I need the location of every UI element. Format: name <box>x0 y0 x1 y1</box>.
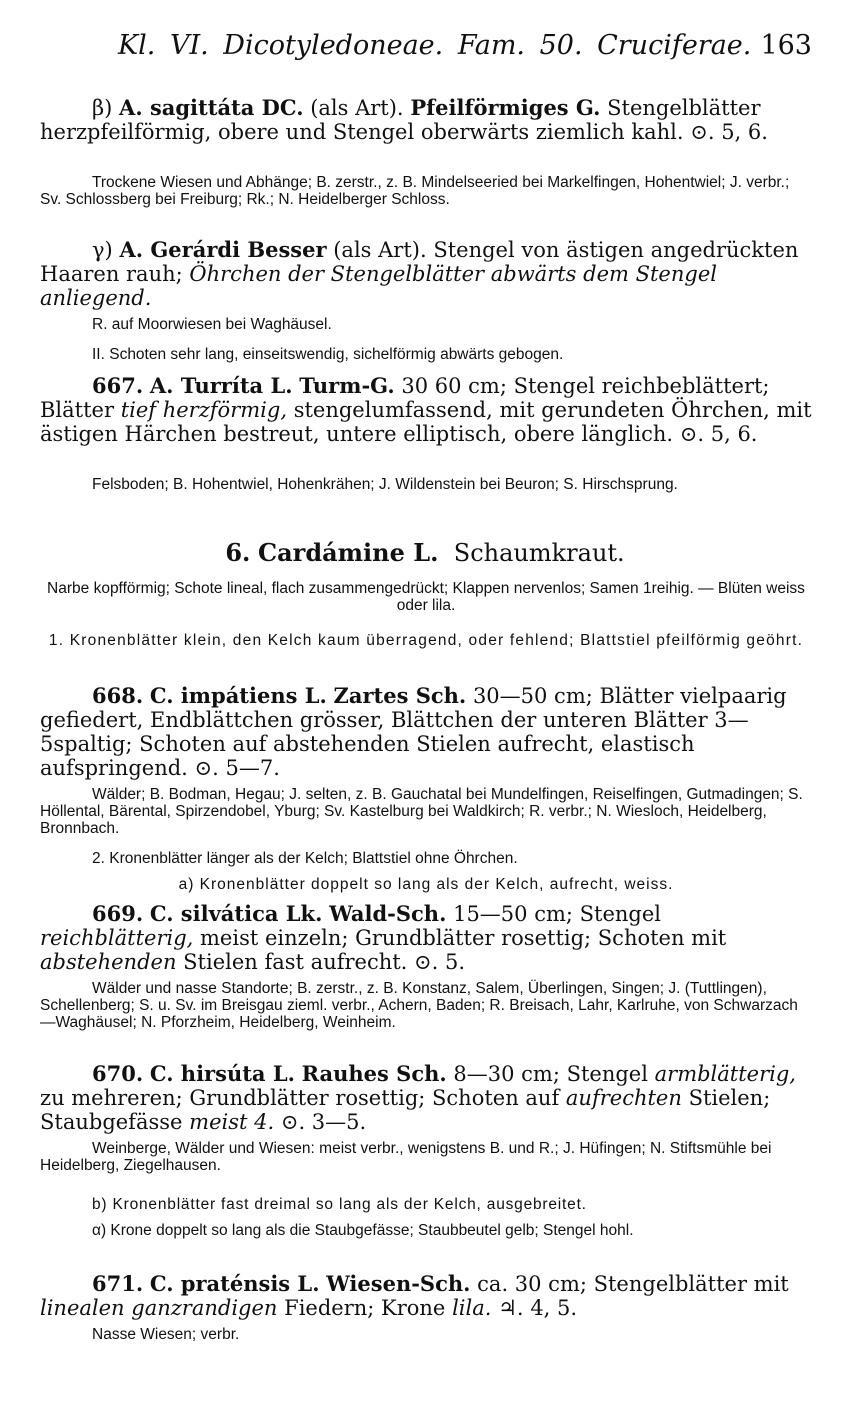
life-form-symbol: ♃. <box>498 1296 524 1320</box>
life-form-symbol: ⊙ <box>690 120 708 144</box>
common-name: Turm-G. <box>299 373 395 398</box>
genus-common-name: Schaumkraut. <box>453 539 625 567</box>
life-form-symbol: ⊙ <box>194 756 213 780</box>
habitat-669: Wälder und nasse Standorte; B. zerstr., z. B. Konstanz, Salem, Überlingen, Singen; J. (Tuttlingen), Schellenberg; S. u. Sv. im Breisgau zieml. verbr., Achern, Baden; R. Breisach, Lahr, Karlruhe, von Schwarzach—Waghäusel; N. Pforzheim, Heidelberg, Weinheim. <box>40 980 798 1031</box>
genus-number: 6. <box>225 538 251 567</box>
entry-number: 670. <box>92 1061 144 1086</box>
description-italic: armblätterig, <box>654 1062 796 1086</box>
entry-number: 667. <box>92 373 144 398</box>
description-italic: Öhrchen der Stengelblätter abwärts dem Stengel anliegend. <box>40 262 717 310</box>
description: Stengel von ästigen angedrückten Haaren rauh; <box>40 238 799 286</box>
entry-gamma <box>40 238 812 310</box>
description-italic-2: lila. <box>452 1296 492 1320</box>
common-name: Wald-Sch. <box>329 901 447 926</box>
species-name: A. sagittáta DC. <box>119 95 304 120</box>
key-a: a) Kronenblätter doppelt so lang als der Kelch, aufrecht, weiss. <box>178 876 674 893</box>
habitat-beta: Trockene Wiesen und Abhänge; B. zerstr., z. B. Mindelseeried bei Markelfingen, Hohentwiel; J. verbr.; Sv. Schlossberg bei Freiburg; Rk.; N. Heidelberger Schloss. <box>40 174 790 208</box>
entry-669: 669. C. silvática Lk. Wald-Sch. 15—50 cm; Stengel reichblätterig, meist einzeln; Grundblätter rosettig; Schoten mit abstehenden Stielen fast aufrecht. ⊙. 5. <box>40 901 727 974</box>
description-cont: zu mehreren; Grundblätter rosettig; Schoten auf <box>40 1086 560 1110</box>
habitat-670: Weinberge, Wälder und Wiesen: meist verbr., wenigstens B. und R.; J. Hüfingen; N. Stiftsmühle bei Heidelberg, Ziegelhausen. <box>40 1140 772 1174</box>
entry-670: 670. C. hirsúta L. Rauhes Sch. 8—30 cm; Stengel armblätterig, zu mehreren; Grundblätter rosettig; Schoten auf aufrechten Stielen; Staubgefässe meist 4. ⊙. 3—5. <box>40 1061 796 1134</box>
name-note: (als Art). <box>333 238 427 262</box>
common-name: Pfeilförmiges G. <box>410 95 601 120</box>
running-header <box>118 30 812 70</box>
entry-marker: γ) <box>92 238 113 262</box>
description: 8—30 cm; Stengel <box>453 1062 648 1086</box>
description-italic: tief herzförmig, <box>120 398 287 422</box>
entry-number: 671. <box>92 1271 144 1296</box>
genus-name: Cardámine L. <box>258 538 439 567</box>
flowering-months: 5, 6. <box>710 422 758 446</box>
flowering-months: 4, 5. <box>530 1296 578 1320</box>
key-1: 1. Kronenblätter klein, den Kelch kaum überragend, oder fehlend; Blattstiel pfeilförmig geöhrt. <box>48 632 804 649</box>
common-name: Wiesen-Sch. <box>326 1271 471 1296</box>
genus-heading <box>0 538 850 567</box>
key-b: b) Kronenblätter fast dreimal so lang als der Kelch, ausgebreitet. <box>92 1196 587 1213</box>
habitat-668: Wälder; B. Bodman, Hegau; J. selten, z. B. Gauchatal bei Mundelfingen, Reiselfingen, Gutmadingen; S. Höllental, Bärental, Spirzendobel, Yburg; Sv. Kastelburg bei Waldkirch; R. verbr.; N. Wiesloch, Heidelberg, Bronnbach. <box>40 786 803 837</box>
page-number: 163 <box>760 30 812 61</box>
species-name: C. impátiens L. <box>149 683 327 708</box>
flowering-months: 5. <box>445 950 466 974</box>
flowering-months: 5, 6. <box>721 120 768 144</box>
description-end: Stielen; Staubgefässe <box>40 1086 771 1134</box>
habitat-gamma: R. auf Moorwiesen bei Waghäusel. <box>92 316 332 333</box>
description: ca. 30 cm; Stengelblätter mit <box>477 1272 789 1296</box>
flowering-months: 3—5. <box>311 1110 367 1134</box>
header-title: Kl. VI. Dicotyledoneae. Fam. 50. Cruciferae. <box>118 30 752 61</box>
genus-description: Narbe kopfförmig; Schote lineal, flach zusammengedrückt; Klappen nervenlos; Samen 1reihig. — Blüten weiss oder lila. <box>47 580 805 614</box>
description-italic-2: aufrechten <box>565 1086 682 1110</box>
species-name: C. praténsis L. <box>149 1271 320 1296</box>
description-italic-3: meist 4. <box>189 1110 275 1134</box>
entry-number: 668. <box>92 683 144 708</box>
species-name: C. hirsúta L. <box>149 1061 295 1086</box>
entry-668: 668. C. impátiens L. Zartes Sch. 30—50 cm; Blätter vielpaarig gefiedert, Endblättchen grösser, Blättchen der unteren Blätter 3—5spaltig; Schoten auf abstehenden Stielen aufrecht, elastisch aufspringend. ⊙. 5—7. <box>40 683 787 780</box>
description-cont: meist einzeln; Grundblätter rosettig; Schoten mit <box>200 926 727 950</box>
habitat-667: Felsboden; B. Hohentwiel, Hohenkrähen; J. Wildenstein bei Beuron; S. Hirschsprung. <box>92 476 678 493</box>
entry-beta: β) A. sagittáta DC. (als Art). Pfeilförmiges G. Stengelblätter herzpfeilförmig, obere und Stengel oberwärts ziemlich kahl. ⊙. 5, 6. <box>40 95 768 144</box>
key-II: II. Schoten sehr lang, einseitswendig, sichelförmig abwärts gebogen. <box>92 346 564 363</box>
description: 15—50 cm; Stengel <box>453 902 661 926</box>
key-alpha: α) Krone doppelt so lang als die Staubgefässe; Staubbeutel gelb; Stengel hohl. <box>92 1222 634 1239</box>
species-name: A. Turríta L. <box>149 373 293 398</box>
entry-number: 669. <box>92 901 144 926</box>
flowering-months: 5—7. <box>225 756 280 780</box>
life-form-symbol: ⊙ <box>679 422 698 446</box>
description-cont: stengelumfassend, mit gerundeten Öhrchen, mit ästigen Härchen bestreut, untere elliptisch, obere länglich. <box>40 398 812 446</box>
key-2: 2. Kronenblätter länger als der Kelch; Blattstiel ohne Öhrchen. <box>92 850 518 867</box>
life-form-symbol: ⊙ <box>280 1110 299 1134</box>
description-italic: linealen ganzrandigen <box>40 1296 278 1320</box>
entry-671 <box>40 1272 812 1320</box>
common-name: Zartes Sch. <box>333 683 467 708</box>
description: Stengelblätter herzpfeilförmig, obere und Stengel oberwärts ziemlich kahl. <box>40 96 761 144</box>
habitat-671: Nasse Wiesen; verbr. <box>92 1326 240 1343</box>
name-note: (als Art). <box>310 96 404 120</box>
description: 30—50 cm; Blätter vielpaarig gefiedert, Endblättchen grösser, Blättchen der unteren Blätter 3—5spaltig; Schoten auf abstehenden Stielen aufrecht, elastisch aufspringend. <box>40 684 787 780</box>
description-italic-2: abstehenden <box>40 950 177 974</box>
description-italic: reichblätterig, <box>40 926 194 950</box>
description: 30 60 cm; Stengel reichbeblättert; Blätter <box>40 374 770 422</box>
entry-marker: β) <box>92 96 113 120</box>
description-cont: Fiedern; Krone <box>284 1296 446 1320</box>
common-name: Rauhes Sch. <box>301 1061 447 1086</box>
entry-667: 667. A. Turríta L. Turm-G. 30 60 cm; Stengel reichbeblättert; Blätter tief herzförmig, stengelumfassend, mit gerundeten Öhrchen, mit ästigen Härchen bestreut, untere elliptisch, obere länglich. ⊙. 5, 6. <box>40 373 812 446</box>
life-form-symbol: ⊙ <box>414 950 432 974</box>
species-name: C. silvática Lk. <box>149 901 323 926</box>
species-name: A. Gerárdi Besser <box>119 237 327 262</box>
description-end: Stielen fast aufrecht. <box>183 950 408 974</box>
